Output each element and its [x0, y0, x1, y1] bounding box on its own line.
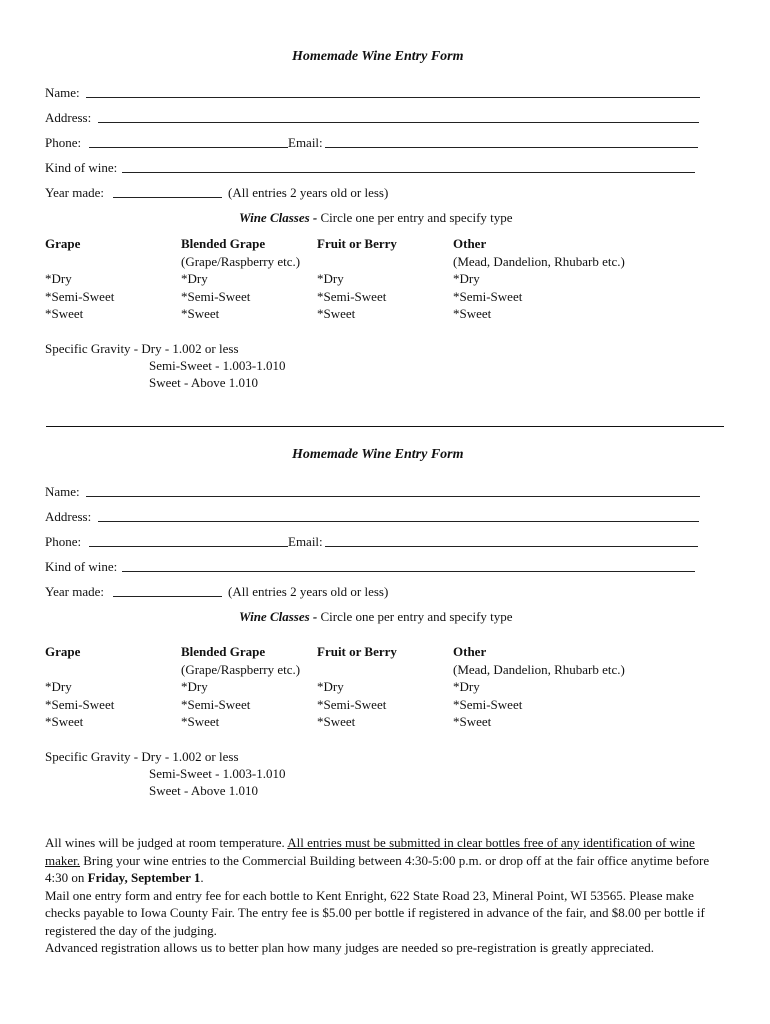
year-note: (All entries 2 years old or less) — [228, 185, 389, 200]
phone-label: Phone: — [45, 534, 82, 549]
specific-gravity-sweet: Sweet - Above 1.010 — [149, 783, 259, 798]
option-dry[interactable]: *Dry — [45, 679, 72, 694]
deadline-date: Friday, September 1 — [87, 870, 201, 885]
class-name: Fruit or Berry — [317, 236, 397, 251]
class-name: Blended Grape — [181, 236, 266, 251]
judging-instructions — [45, 834, 720, 887]
option-semi-sweet[interactable]: *Semi-Sweet — [453, 288, 523, 304]
wine-classes-instruction: Circle one per entry and specify type — [320, 609, 513, 624]
class-subtitle: (Mead, Dandelion, Rhubarb etc.) — [453, 661, 625, 677]
kind-of-wine-field[interactable] — [122, 571, 695, 572]
email-field[interactable] — [325, 147, 698, 148]
specific-gravity-semi-sweet: Semi-Sweet - 1.003-1.010 — [149, 766, 286, 781]
class-other — [453, 235, 625, 323]
year-note: (All entries 2 years old or less) — [228, 584, 389, 599]
option-semi-sweet[interactable]: *Semi-Sweet — [45, 696, 115, 712]
option-sweet[interactable]: *Sweet — [45, 306, 84, 321]
address-label: Address: — [45, 509, 92, 524]
class-subtitle — [45, 661, 114, 679]
option-sweet[interactable]: *Sweet — [181, 714, 220, 729]
dropoff-text: Bring your wine entries to the Commercial Building between 4:30-5:00 p.m. or drop off at the fair office anytime before 4:30 on — [45, 852, 710, 885]
address-field[interactable] — [98, 122, 699, 123]
option-dry[interactable]: *Dry — [181, 271, 208, 286]
class-subtitle: (Grape/Raspberry etc.) — [181, 253, 301, 269]
wine-classes-instruction: Circle one per entry and specify type — [320, 210, 513, 225]
period: . — [200, 870, 204, 885]
specific-gravity-semi-sweet: Semi-Sweet - 1.003-1.010 — [149, 358, 286, 373]
year-made-label: Year made: — [45, 185, 104, 200]
phone-field[interactable] — [89, 147, 288, 148]
option-dry[interactable]: *Dry — [317, 271, 344, 286]
class-subtitle — [317, 253, 397, 271]
option-semi-sweet[interactable]: *Semi-Sweet — [181, 696, 251, 712]
phone-field[interactable] — [89, 546, 288, 547]
option-sweet[interactable]: *Sweet — [453, 306, 492, 321]
class-blended-grape — [181, 643, 300, 731]
year-made-field[interactable] — [113, 197, 222, 198]
kind-of-wine-field[interactable] — [122, 172, 695, 173]
class-subtitle: (Mead, Dandelion, Rhubarb etc.) — [453, 253, 625, 269]
kind-of-wine-label: Kind of wine: — [45, 160, 118, 175]
option-semi-sweet[interactable]: *Semi-Sweet — [317, 696, 387, 712]
wine-classes-heading: Wine Classes - — [239, 210, 318, 225]
class-name: Other — [453, 236, 487, 251]
class-subtitle — [45, 253, 114, 271]
form-title: Homemade Wine Entry Form — [292, 447, 464, 462]
option-dry[interactable]: *Dry — [453, 679, 480, 694]
specific-gravity-dry: Specific Gravity - Dry - 1.002 or less — [45, 341, 239, 356]
option-semi-sweet[interactable]: *Semi-Sweet — [317, 288, 387, 304]
class-name: Grape — [45, 644, 81, 659]
email-field[interactable] — [325, 546, 698, 547]
wine-classes-header — [239, 209, 513, 226]
class-name: Fruit or Berry — [317, 644, 397, 659]
class-blended-grape — [181, 235, 300, 323]
class-subtitle — [317, 661, 397, 679]
option-semi-sweet[interactable]: *Semi-Sweet — [181, 288, 251, 304]
option-sweet[interactable]: *Sweet — [317, 714, 356, 729]
judging-text: All wines will be judged at room temperature. — [45, 835, 288, 850]
address-field[interactable] — [98, 521, 699, 522]
email-label: Email: — [288, 534, 323, 549]
class-name: Blended Grape — [181, 644, 266, 659]
option-dry[interactable]: *Dry — [317, 679, 344, 694]
phone-label: Phone: — [45, 135, 82, 150]
option-sweet[interactable]: *Sweet — [45, 714, 84, 729]
class-fruit-or-berry — [317, 643, 397, 731]
class-grape — [45, 235, 114, 323]
specific-gravity-dry: Specific Gravity - Dry - 1.002 or less — [45, 749, 239, 764]
class-name: Other — [453, 644, 487, 659]
mailing-instructions: Mail one entry form and entry fee for each bottle to Kent Enright, 622 State Road 23, Mineral Point, WI 53565. Please make checks payable to Iowa County Fair. The entry fee is $5.00 per bottle if registered in advance of the fair, and $8.00 per bottle if registered the day of the judging. — [45, 887, 705, 938]
year-made-field[interactable] — [113, 596, 222, 597]
option-dry[interactable]: *Dry — [45, 271, 72, 286]
wine-classes-heading: Wine Classes - — [239, 609, 318, 624]
class-other — [453, 643, 625, 731]
specific-gravity-sweet: Sweet - Above 1.010 — [149, 375, 259, 390]
option-dry[interactable]: *Dry — [453, 271, 480, 286]
class-subtitle: (Grape/Raspberry etc.) — [181, 661, 301, 677]
kind-of-wine-label: Kind of wine: — [45, 559, 118, 574]
option-semi-sweet[interactable]: *Semi-Sweet — [453, 696, 523, 712]
registration-note: Advanced registration allows us to better plan how many judges are needed so pre-registration is greatly appreciated. — [45, 940, 654, 955]
instructions-footer — [45, 834, 720, 957]
form-title: Homemade Wine Entry Form — [292, 49, 464, 64]
option-semi-sweet[interactable]: *Semi-Sweet — [45, 288, 115, 304]
address-label: Address: — [45, 110, 92, 125]
wine-classes-header — [239, 608, 513, 625]
year-made-label: Year made: — [45, 584, 104, 599]
option-sweet[interactable]: *Sweet — [181, 306, 220, 321]
name-field[interactable] — [86, 496, 700, 497]
class-fruit-or-berry — [317, 235, 397, 323]
name-label: Name: — [45, 484, 80, 499]
bottle-requirement: All entries must be submitted in clear bottles free of any identification of wine maker. — [45, 835, 695, 868]
option-sweet[interactable]: *Sweet — [453, 714, 492, 729]
option-sweet[interactable]: *Sweet — [317, 306, 356, 321]
cut-line-divider — [46, 426, 724, 427]
class-grape — [45, 643, 114, 731]
class-name: Grape — [45, 236, 81, 251]
name-label: Name: — [45, 85, 80, 100]
option-dry[interactable]: *Dry — [181, 679, 208, 694]
email-label: Email: — [288, 135, 323, 150]
name-field[interactable] — [86, 97, 700, 98]
